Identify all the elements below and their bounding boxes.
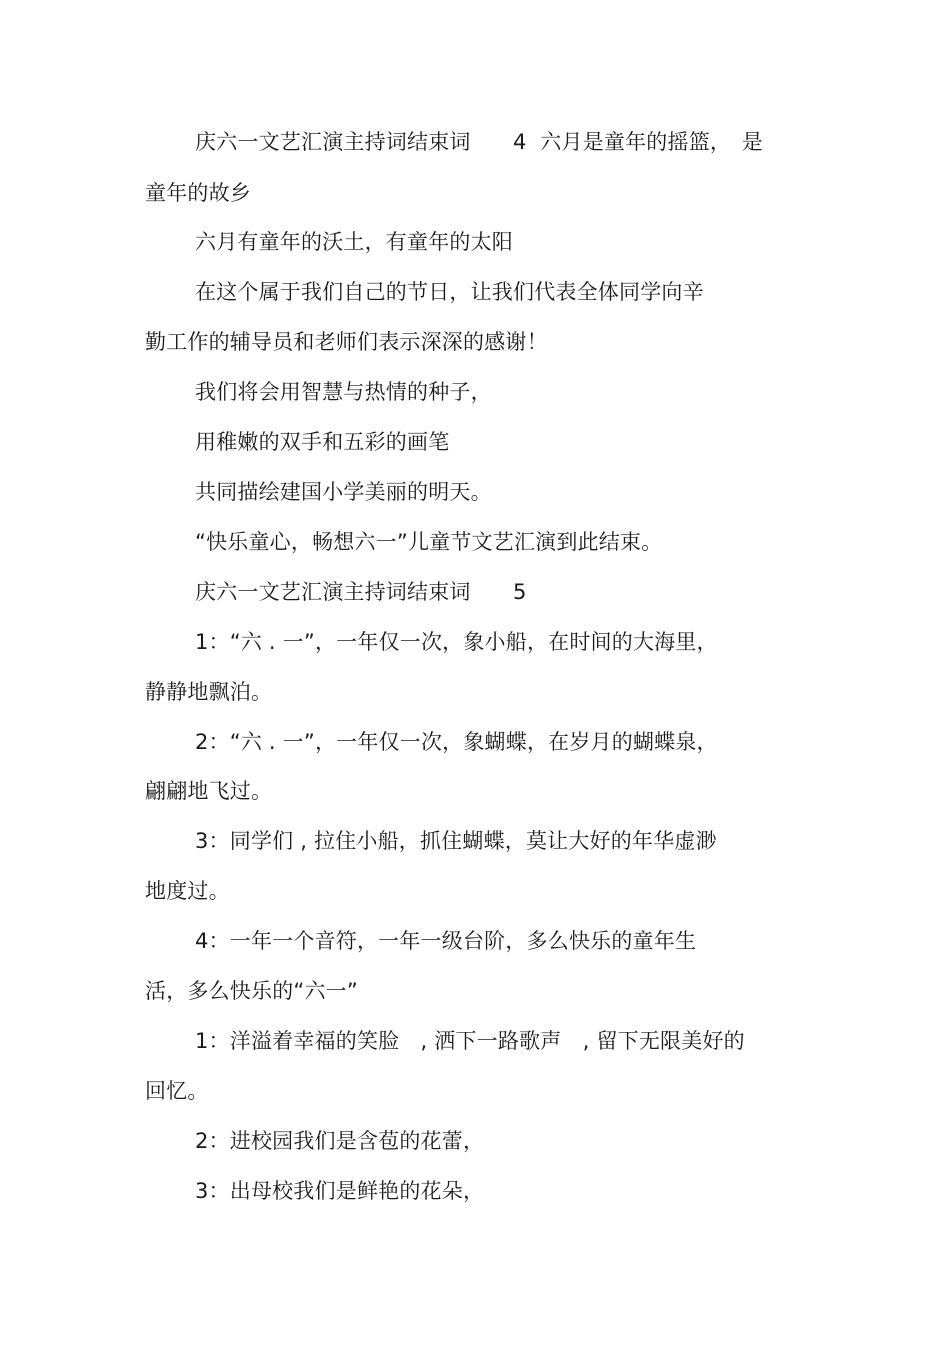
text-line: 庆六一文艺汇演主持词结束词 4 六月是童年的摇篮， 是 — [195, 130, 764, 154]
text-line: 庆六一文艺汇演主持词结束词 5 — [195, 580, 527, 604]
text-line: 3：同学们 , 拉住小船，抓住蝴蝶，莫让大好的年华虚渺 — [195, 829, 717, 853]
text-line: 六月有童年的沃土，有童年的太阳 — [195, 230, 513, 254]
text-line: 1：洋溢着幸福的笑脸 , 洒下一路歌声 , 留下无限美好的 — [195, 1029, 745, 1053]
text-line: 2：“六 . 一”，一年仅一次，象蝴蝶，在岁月的蝴蝶泉， — [195, 730, 718, 754]
text-line: 活，多么快乐的“六一” — [145, 979, 358, 1003]
text-line: 勤工作的辅导员和老师们表示深深的感谢！ — [145, 330, 548, 354]
text-line: 1：“六 . 一”，一年仅一次，象小船，在时间的大海里， — [195, 630, 718, 654]
text-line: 3：出母校我们是鲜艳的花朵， — [195, 1179, 485, 1203]
text-line: 我们将会用智慧与热情的种子， — [195, 380, 492, 404]
text-line: 共同描绘建国小学美丽的明天。 — [195, 480, 492, 504]
text-line: “快乐童心，畅想六一”儿童节文艺汇演到此结束。 — [195, 530, 663, 554]
text-line: 回忆。 — [145, 1079, 209, 1103]
text-line: 2：进校园我们是含苞的花蕾， — [195, 1129, 485, 1153]
text-line: 4：一年一个音符，一年一级台阶，多么快乐的童年生 — [195, 929, 697, 953]
text-line: 静静地飘泊。 — [145, 680, 273, 704]
text-line: 翩翩地飞过。 — [145, 779, 273, 803]
text-line: 童年的故乡 — [145, 181, 251, 205]
text-line: 地度过。 — [145, 879, 230, 903]
text-line: 在这个属于我们自己的节日，让我们代表全体同学向辛 — [195, 280, 704, 304]
text-line: 用稚嫩的双手和五彩的画笔 — [195, 430, 450, 454]
